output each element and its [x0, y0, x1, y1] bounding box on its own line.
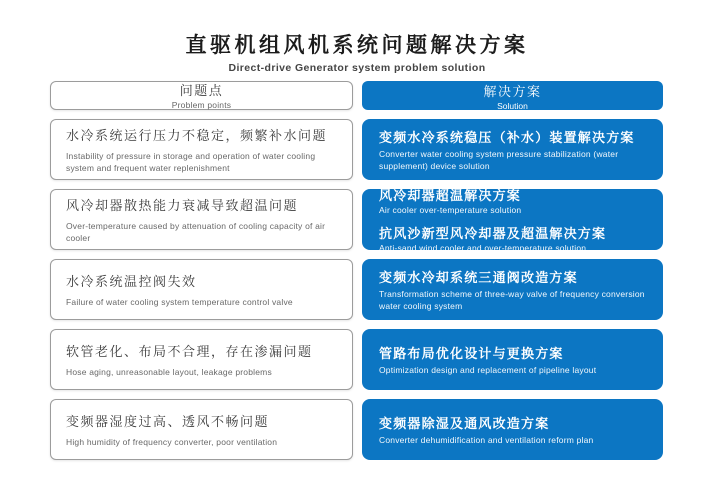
solution-text-zh: 风冷却器超温解决方案: [379, 187, 522, 203]
problem-text-zh: 风冷却器散热能力衰减导致超温问题: [66, 198, 299, 214]
solution-text-en: Converter dehumidification and ventilation reform plan: [379, 434, 594, 445]
solution-item: [379, 413, 646, 446]
solution-item: [379, 127, 646, 172]
header-row: [50, 81, 663, 110]
solution-cell: [362, 259, 663, 320]
problem-column-header: [50, 81, 353, 110]
solution-cell: [362, 187, 663, 253]
problem-cell: [50, 399, 353, 460]
table-row: [50, 399, 663, 460]
problem-text-zh: 变频器湿度过高、透风不畅问题: [66, 413, 270, 429]
table-row: [50, 187, 663, 253]
solution-text-en: Anti-sand wind cooler and over-temperature solution: [379, 243, 587, 253]
problem-solution-table: [50, 81, 663, 460]
solution-cell: [362, 329, 663, 390]
problem-text-en: Over-temperature caused by attenuation of cooling capacity of air cooler: [66, 221, 326, 243]
solution-item: [379, 267, 646, 312]
solution-text-en: Optimization design and replacement of pipeline layout: [379, 364, 597, 375]
problem-text-en: High humidity of frequency converter, poor ventilation: [66, 436, 278, 447]
solution-header-zh: 解决方案: [483, 83, 542, 99]
problem-text-en: Instability of pressure in storage and operation of water cooling system and frequent water replenishment: [66, 151, 316, 173]
problem-text-en: Hose aging, unreasonable layout, leakage problems: [66, 366, 272, 377]
table-row: [50, 329, 663, 390]
problem-header-zh: 问题点: [179, 82, 224, 98]
problem-cell: [50, 329, 353, 390]
problem-cell: [50, 259, 353, 320]
page-title: 直驱机组风机系统问题解决方案: [185, 34, 529, 57]
problem-cell: [50, 189, 353, 250]
solution-column-header: [362, 81, 663, 110]
problem-text-zh: 水冷系统运行压力不稳定，频繁补水问题: [66, 128, 328, 144]
solution-cell: [362, 399, 663, 460]
problem-header-en: Problem points: [171, 99, 232, 110]
page-header: [0, 29, 714, 74]
solution-text-zh: 变频水冷系统稳压（补水）装置解决方案: [379, 130, 635, 146]
solution-item: [379, 185, 646, 216]
problem-cell: [50, 119, 353, 180]
solution-text-zh: 变频器除湿及通风改造方案: [379, 415, 550, 431]
solution-text-en: Transformation scheme of three-way valve of frequency conversion water cooling system: [379, 289, 645, 311]
solution-text-zh: 变频水冷却系统三通阀改造方案: [379, 270, 578, 286]
solution-cell: [362, 119, 663, 180]
table-row: [50, 119, 663, 180]
solution-item: [379, 343, 646, 376]
table-row: [50, 259, 663, 320]
solution-text-zh: 抗风沙新型风冷却器及超温解决方案: [379, 226, 607, 241]
solution-item: [379, 223, 646, 254]
solution-text-zh: 管路布局优化设计与更换方案: [379, 345, 564, 361]
solution-header-en: Solution: [497, 100, 528, 111]
problem-text-zh: 水冷系统温控阀失效: [66, 273, 197, 289]
solution-text-en: Air cooler over-temperature solution: [379, 204, 522, 215]
problem-text-en: Failure of water cooling system temperature control valve: [66, 296, 293, 307]
solution-text-en: Converter water cooling system pressure stabilization (water supplement) device solution: [379, 149, 619, 171]
page-subtitle: Direct-drive Generator system problem solution: [228, 62, 486, 74]
problem-text-zh: 软管老化、布局不合理，存在渗漏问题: [66, 343, 313, 359]
